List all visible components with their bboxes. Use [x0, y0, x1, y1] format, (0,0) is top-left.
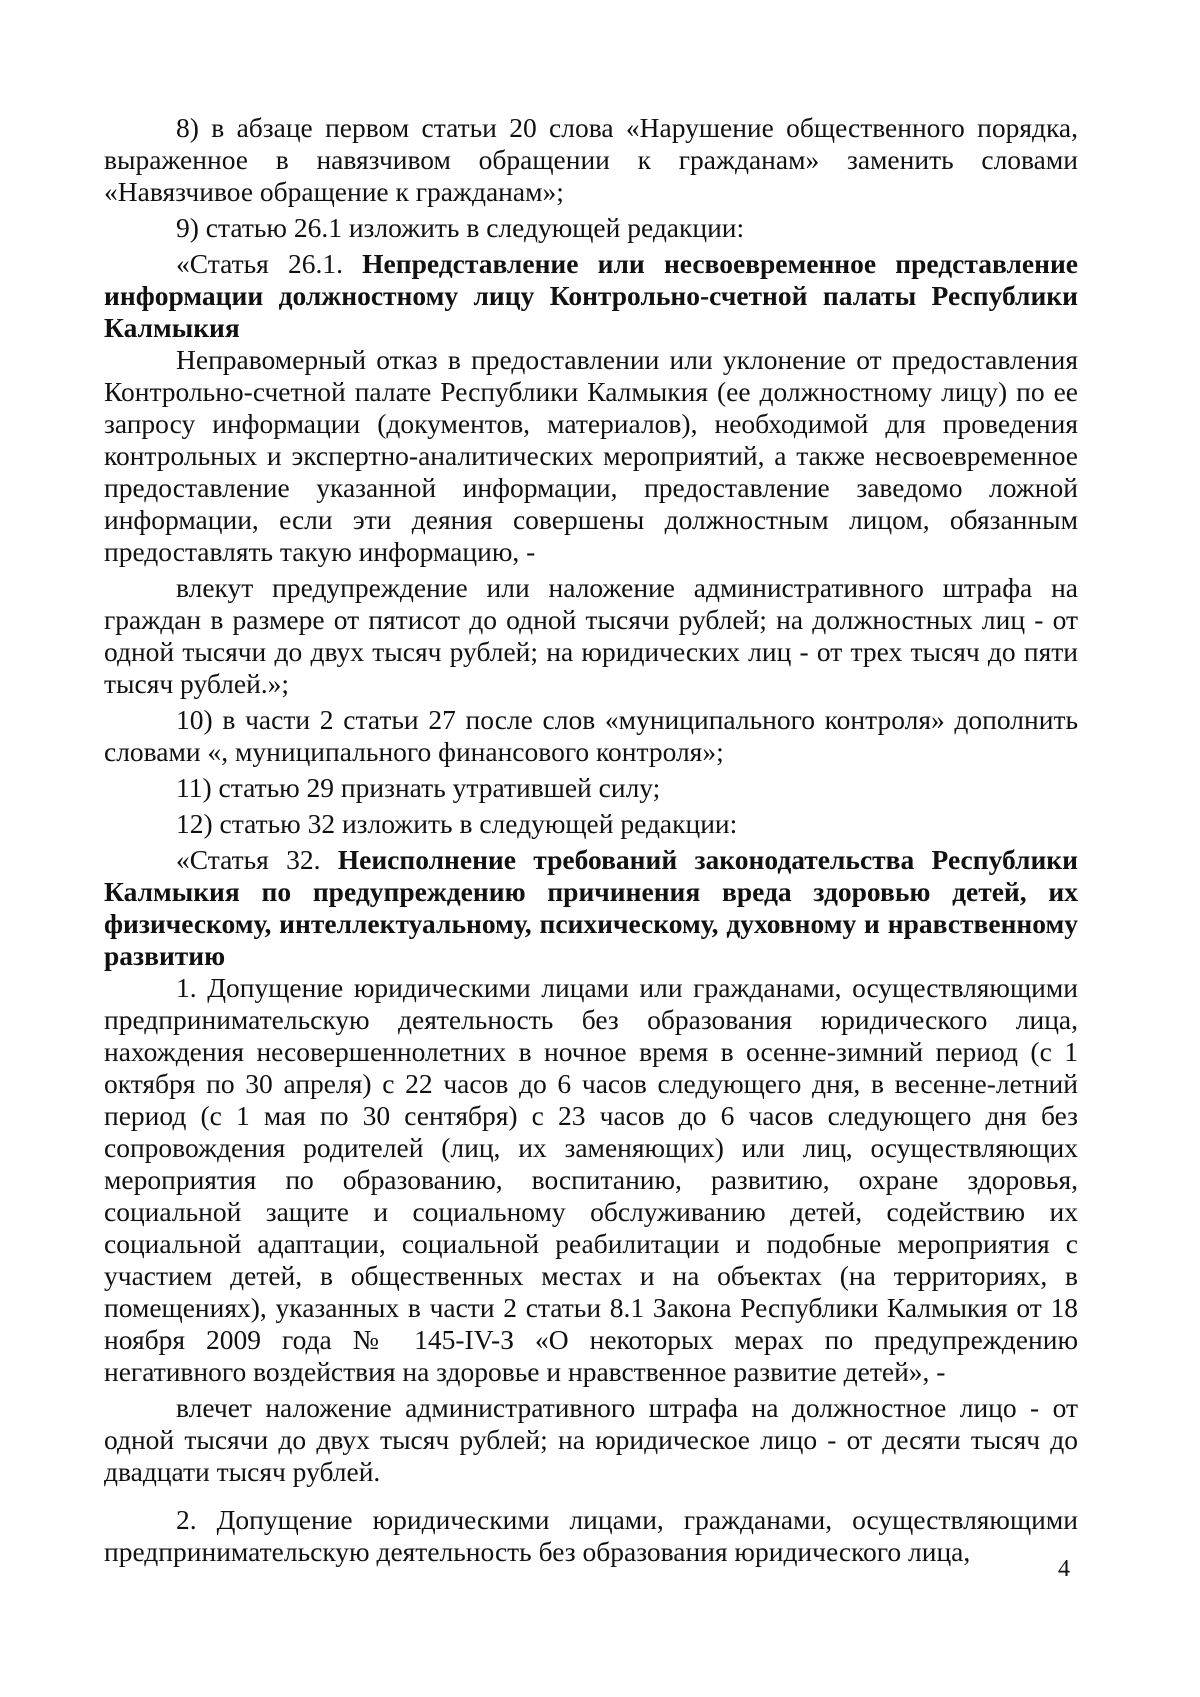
- paragraph-article-32-part-2: 2. Допущение юридическими лицами, гражданами, осуществляющими предпринимательскую деятельность без образования юридического лица,: [104, 1504, 1078, 1567]
- article-heading-26-1: [104, 248, 1078, 344]
- paragraph-item-11: 11) статью 29 признать утратившей силу;: [176, 772, 661, 803]
- article-heading-title: Неисполнение требований законодательства Республики Калмыкия по предупреждению причинения вреда здоровью детей, их физическому, интеллектуальному, психическому, духовному и нравственному развитию: [104, 844, 1078, 971]
- paragraph-article-26-1-disposition: Неправомерный отказ в предоставлении или уклонение от предоставления Контрольно-счетной палате Республики Калмыкия (ее должностному лицу) по ее запросу информации (документов, материалов), необходимой для проведения контрольных и экспертно-аналитических мероприятий, а также несвоевременное предоставление указанной информации, предоставление заведомо ложной информации, если эти деяния совершены должностным лицом, обязанным предоставлять такую информацию, -: [104, 344, 1078, 567]
- paragraph-item-10: 10) в части 2 статьи 27 после слов «муниципального контроля» дополнить словами «, муниципального финансового контроля»;: [104, 704, 1078, 767]
- article-heading-prefix: «Статья 32.: [176, 844, 338, 875]
- paragraph-item-9: 9) статью 26.1 изложить в следующей редакции:: [176, 212, 745, 243]
- article-heading-32: [104, 844, 1078, 972]
- page-number: 4: [1058, 1556, 1070, 1582]
- paragraph-item-8: 8) в абзаце первом статьи 20 слова «Нарушение общественного порядка, выраженное в навязчивом обращении к гражданам» заменить словами «Навязчивое обращение к гражданам»;: [104, 112, 1078, 207]
- paragraph-article-32-part-1-sanction: влечет наложение административного штрафа на должностное лицо - от одной тысячи до двух тысяч рублей; на юридическое лицо - от десяти тысяч до двадцати тысяч рублей.: [104, 1392, 1078, 1487]
- document-page: [104, 112, 1078, 1568]
- article-heading-title: Непредставление или несвоевременное представление информации должностному лицу Контрольно-счетной палаты Республики Калмыкия: [104, 248, 1078, 343]
- paragraph-article-26-1-sanction: влекут предупреждение или наложение административного штрафа на граждан в размере от пятисот до одной тысячи рублей; на должностных лиц - от одной тысячи до двух тысяч рублей; на юридических лиц - от трех тысяч до пяти тысяч рублей.»;: [104, 572, 1078, 699]
- paragraph-article-32-part-1: 1. Допущение юридическими лицами или гражданами, осуществляющими предпринимательскую деятельность без образования юридического лица, нахождения несовершеннолетних в ночное время в осенне-зимний период (с 1 октября по 30 апреля) с 22 часов до 6 часов следующего дня, в весенне-летний период (с 1 мая по 30 сентября) с 23 часов до 6 часов следующего дня без сопровождения родителей (лиц, их заменяющих) или лиц, осуществляющих мероприятия по образованию, воспитанию, развитию, охране здоровья, социальной защите и социальному обслуживанию детей, содействию их социальной адаптации, социальной реабилитации и подобные мероприятия с участием детей, в общественных местах и на объектах (на территориях, в помещениях), указанных в части 2 статьи 8.1 Закона Республики Калмыкия от 18 ноября 2009 года № 145-IV-З «О некоторых мерах по предупреждению негативного воздействия на здоровье и нравственное развитие детей», -: [104, 972, 1078, 1387]
- article-heading-prefix: «Статья 26.1.: [176, 248, 363, 279]
- paragraph-item-12: 12) статью 32 изложить в следующей редакции:: [176, 808, 738, 839]
